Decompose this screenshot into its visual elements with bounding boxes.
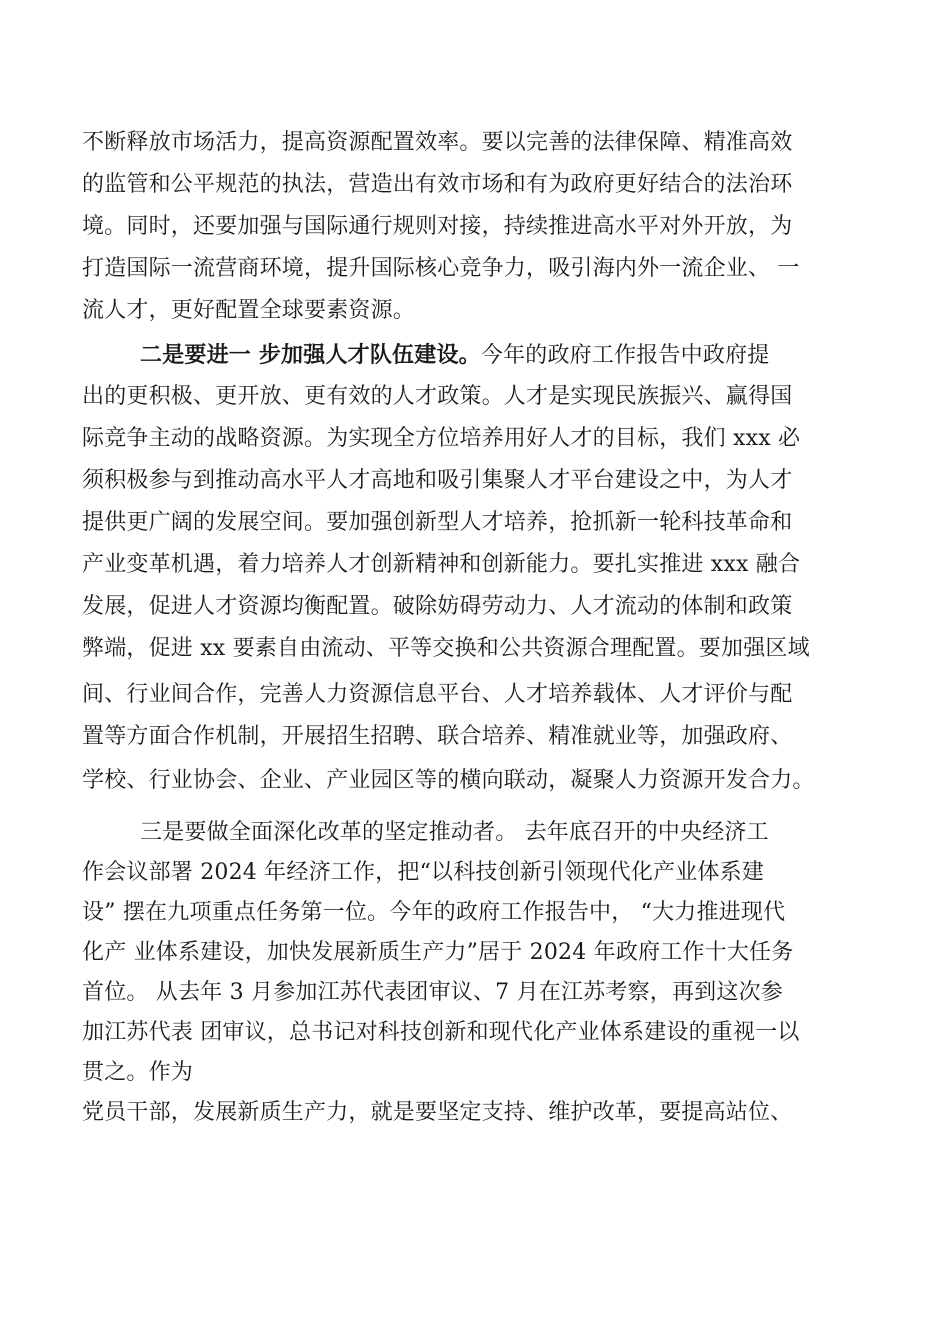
paragraph3-line-3: 设” 摆在九项重点任务第一位。今年的政府工作报告中， “大力推进现代 [82, 900, 786, 925]
paragraph2-line-4: 须积极参与到推动高水平人才高地和吸引集聚人才平台建设之中，为人才 [82, 468, 793, 493]
paragraph2-line-11: 学校、行业协会、企业、产业园区等的横向联动，凝聚人力资源开发合力。 [82, 768, 815, 793]
paragraph2-line-6: 产业变革机遇，着力培养人才创新精神和创新能力。要扎实推进 xxx 融合 [82, 552, 801, 577]
paragraph3-line-7: 贯之。作为 [82, 1060, 194, 1085]
paragraph2-line-2: 出的更积极、更开放、更有效的人才政策。人才是实现民族振兴、赢得国 [82, 384, 793, 409]
paragraph2-line-8: 弊端，促进 xx 要素自由流动、平等交换和公共资源合理配置。要加强区域 [82, 636, 810, 661]
paragraph1-line-1: 不断释放市场活力，提高资源配置效率。要以完善的法律保障、精准高效 [82, 130, 793, 155]
paragraph3-line-8: 党员干部，发展新质生产力，就是要坚定支持、维护改革，要提高站位、 [82, 1100, 793, 1125]
paragraph3-line-6: 加江苏代表 团审议，总书记对科技创新和现代化产业体系建设的重视一以 [82, 1020, 800, 1045]
paragraph2-line-10: 置等方面合作机制，开展招生招聘、联合培养、精准就业等，加强政府、 [82, 724, 793, 749]
paragraph2-heading: 二是要进一 步加强人才队伍建设。 [140, 342, 481, 368]
paragraph1-line-5: 流人才，更好配置全球要素资源。 [82, 298, 416, 323]
paragraph1-line-2: 的监管和公平规范的执法，营造出有效市场和有为政府更好结合的法治环 [82, 172, 793, 197]
paragraph2-line-5: 提供更广阔的发展空间。要加强创新型人才培养，抢抓新一轮科技革命和 [82, 510, 793, 535]
paragraph1-line-3: 境。同时，还要加强与国际通行规则对接，持续推进高水平对外开放，为 [82, 214, 793, 239]
paragraph2-first-line-text: 今年的政府工作报告中政府提 [480, 343, 770, 368]
paragraph3-line-5: 首位。 从去年 3 月参加江苏代表团审议、7 月在江苏考察，再到这次参 [82, 980, 783, 1005]
paragraph3-line-1: 三是要做全面深化改革的坚定推动者。 去年底召开的中央经济工 [140, 820, 769, 845]
paragraph2-first-line [140, 340, 769, 371]
paragraph3-line-2: 作会议部署 2024 年经济工作，把“以科技创新引领现代化产业体系建 [82, 860, 765, 885]
paragraph1-line-4: 打造国际一流营商环境，提升国际核心竞争力，吸引海内外一流企业、 一 [82, 256, 800, 281]
paragraph2-line-7: 发展，促进人才资源均衡配置。破除妨碍劳动力、人才流动的体制和政策 [82, 594, 793, 619]
paragraph3-line-4: 化产 业体系建设，加快发展新质生产力”居于 2024 年政府工作十大任务 [82, 940, 794, 965]
paragraph2-line-9: 间、行业间合作，完善人力资源信息平台、人才培养载体、人才评价与配 [82, 682, 793, 707]
paragraph2-line-3: 际竞争主动的战略资源。为实现全方位培养用好人才的目标，我们 xxx 必 [82, 426, 801, 451]
